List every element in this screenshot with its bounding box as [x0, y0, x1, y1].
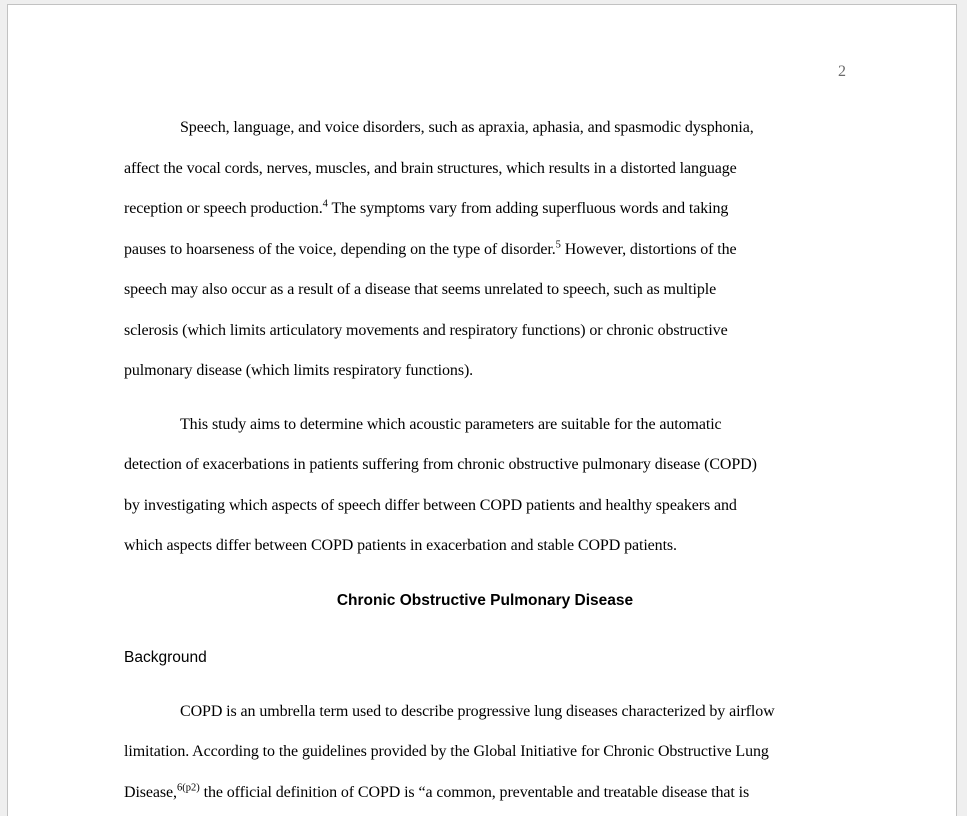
text-run: reception or speech production. — [124, 200, 323, 217]
text-run: COPD is an umbrella term used to describe progressive lung diseases characterized by airflow — [180, 702, 775, 720]
text-run: limitation. According to the guidelines provided by the Global Initiative for Chronic Obstructive Lung — [124, 743, 769, 760]
text-run: This study aims to determine which acoustic parameters are suitable for the automatic — [180, 415, 722, 433]
text-line — [124, 149, 846, 190]
text-run: pulmonary disease (which limits respiratory functions). — [124, 362, 474, 379]
text-run: which aspects differ between COPD patients in exacerbation and stable COPD patients. — [124, 537, 677, 554]
text-line — [124, 311, 846, 352]
subsection-heading-background[interactable]: Background — [124, 649, 207, 666]
citation-superscript: 6(p2) — [176, 782, 200, 794]
text-run: Speech, language, and voice disorders, such as apraxia, aphasia, and spasmodic dysphonia, — [180, 119, 754, 136]
paragraph-study-aims[interactable] — [124, 405, 846, 567]
text-line — [124, 445, 846, 486]
citation-superscript: 5 — [555, 239, 561, 251]
paragraph-copd-background[interactable] — [124, 692, 846, 814]
text-line — [124, 692, 846, 733]
text-run: Disease, — [124, 783, 177, 801]
text-line — [124, 108, 846, 149]
text-line — [124, 189, 846, 230]
text-run: by investigating which aspects of speech differ between COPD patients and healthy speakers and — [124, 496, 737, 514]
text-run: However, distortions of the — [560, 240, 737, 258]
text-line — [124, 230, 846, 271]
page-number[interactable]: 2 — [838, 63, 846, 80]
text-line — [124, 526, 846, 567]
text-line — [124, 486, 846, 527]
citation-superscript: 4 — [322, 198, 328, 210]
text-run: affect the vocal cords, nerves, muscles, and brain structures, which results in a distorted language — [124, 159, 737, 177]
text-run: The symptoms vary from adding superfluous words and taking — [327, 200, 729, 217]
paragraph-speech-disorders[interactable] — [124, 108, 846, 392]
document-page[interactable] — [7, 4, 957, 816]
text-line — [124, 270, 846, 311]
text-line — [124, 773, 846, 814]
section-heading-copd[interactable]: Chronic Obstructive Pulmonary Disease — [336, 591, 634, 609]
text-line — [124, 351, 846, 392]
text-run: speech may also occur as a result of a disease that seems unrelated to speech, such as multiple — [124, 281, 717, 298]
text-run: detection of exacerbations in patients suffering from chronic obstructive pulmonary disease (COPD) — [124, 456, 757, 473]
text-line — [124, 405, 846, 446]
text-run: the official definition of COPD is “a common, preventable and treatable disease that is — [199, 783, 750, 801]
text-run: pauses to hoarseness of the voice, depending on the type of disorder. — [124, 240, 556, 258]
page-content-area — [8, 62, 956, 813]
text-line — [124, 732, 846, 773]
text-run: sclerosis (which limits articulatory movements and respiratory functions) or chronic obstructive — [124, 321, 728, 339]
